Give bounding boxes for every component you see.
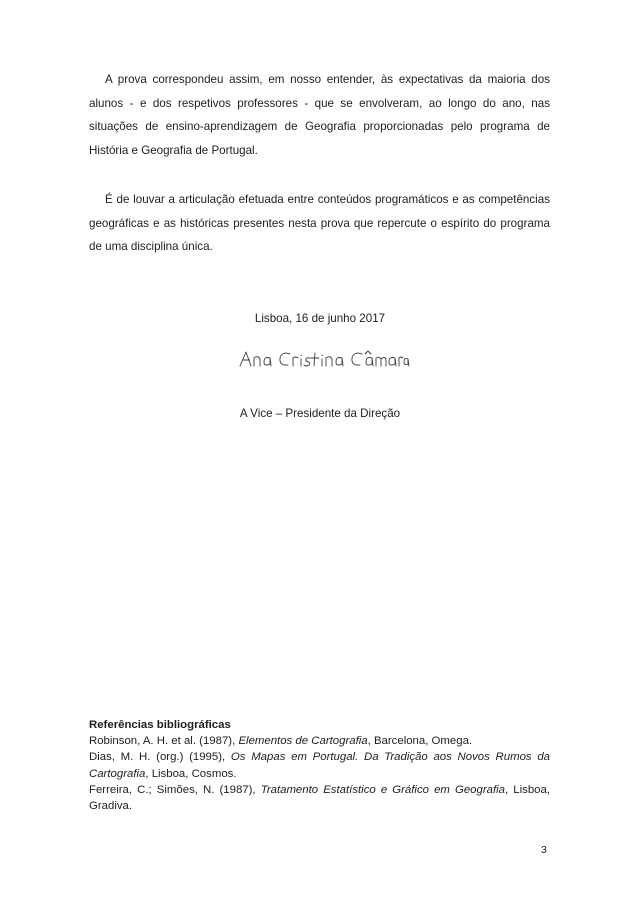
body-paragraph-2: É de louvar a articulação efetuada entre conteúdos programáticos e as competências geográficas e as históricas presentes nesta prova que repercute o espírito do programa de uma disciplina única. [89,193,550,253]
reference-publisher: , Lisboa, Gradiva. [89,783,551,813]
references-section [89,717,550,814]
signatory-role: A Vice – Presidente da Direção [239,407,401,420]
reference-entry [89,749,550,781]
reference-authors: Dias, M. H. (org.) (1995), [89,751,231,764]
reference-authors: Robinson, A. H. et al. (1987), [89,735,239,748]
reference-entry [89,733,550,749]
handwritten-signature [230,344,410,376]
reference-entry [89,782,550,814]
reference-title: Os Mapas em Portugal. Da Tradição aos Novos Rumos da Cartografia [89,751,551,780]
reference-title: Tratamento Estatístico e Gráfico em Geografia [260,783,506,796]
page-number: 3 [541,844,547,856]
signature-image [230,344,410,376]
references-heading: Referências bibliográficas [89,719,231,731]
body-paragraph-1: A prova correspondeu assim, em nosso entender, às expectativas da maioria dos alunos - e dos respetivos professores - que se envolveram, ao longo do ano, nas situações de ensino-aprendizagem de Geografia proporcionadas pelo programa de História e Geografia de Portugal. [89,73,550,157]
reference-publisher: , Lisboa, Cosmos. [145,767,237,780]
place-date: Lisboa, 16 de junho 2017 [254,312,386,325]
reference-publisher: , Barcelona, Omega. [367,735,473,748]
reference-title: Elementos de Cartografia [238,735,368,748]
reference-authors: Ferreira, C.; Simões, N. (1987), [89,783,261,796]
